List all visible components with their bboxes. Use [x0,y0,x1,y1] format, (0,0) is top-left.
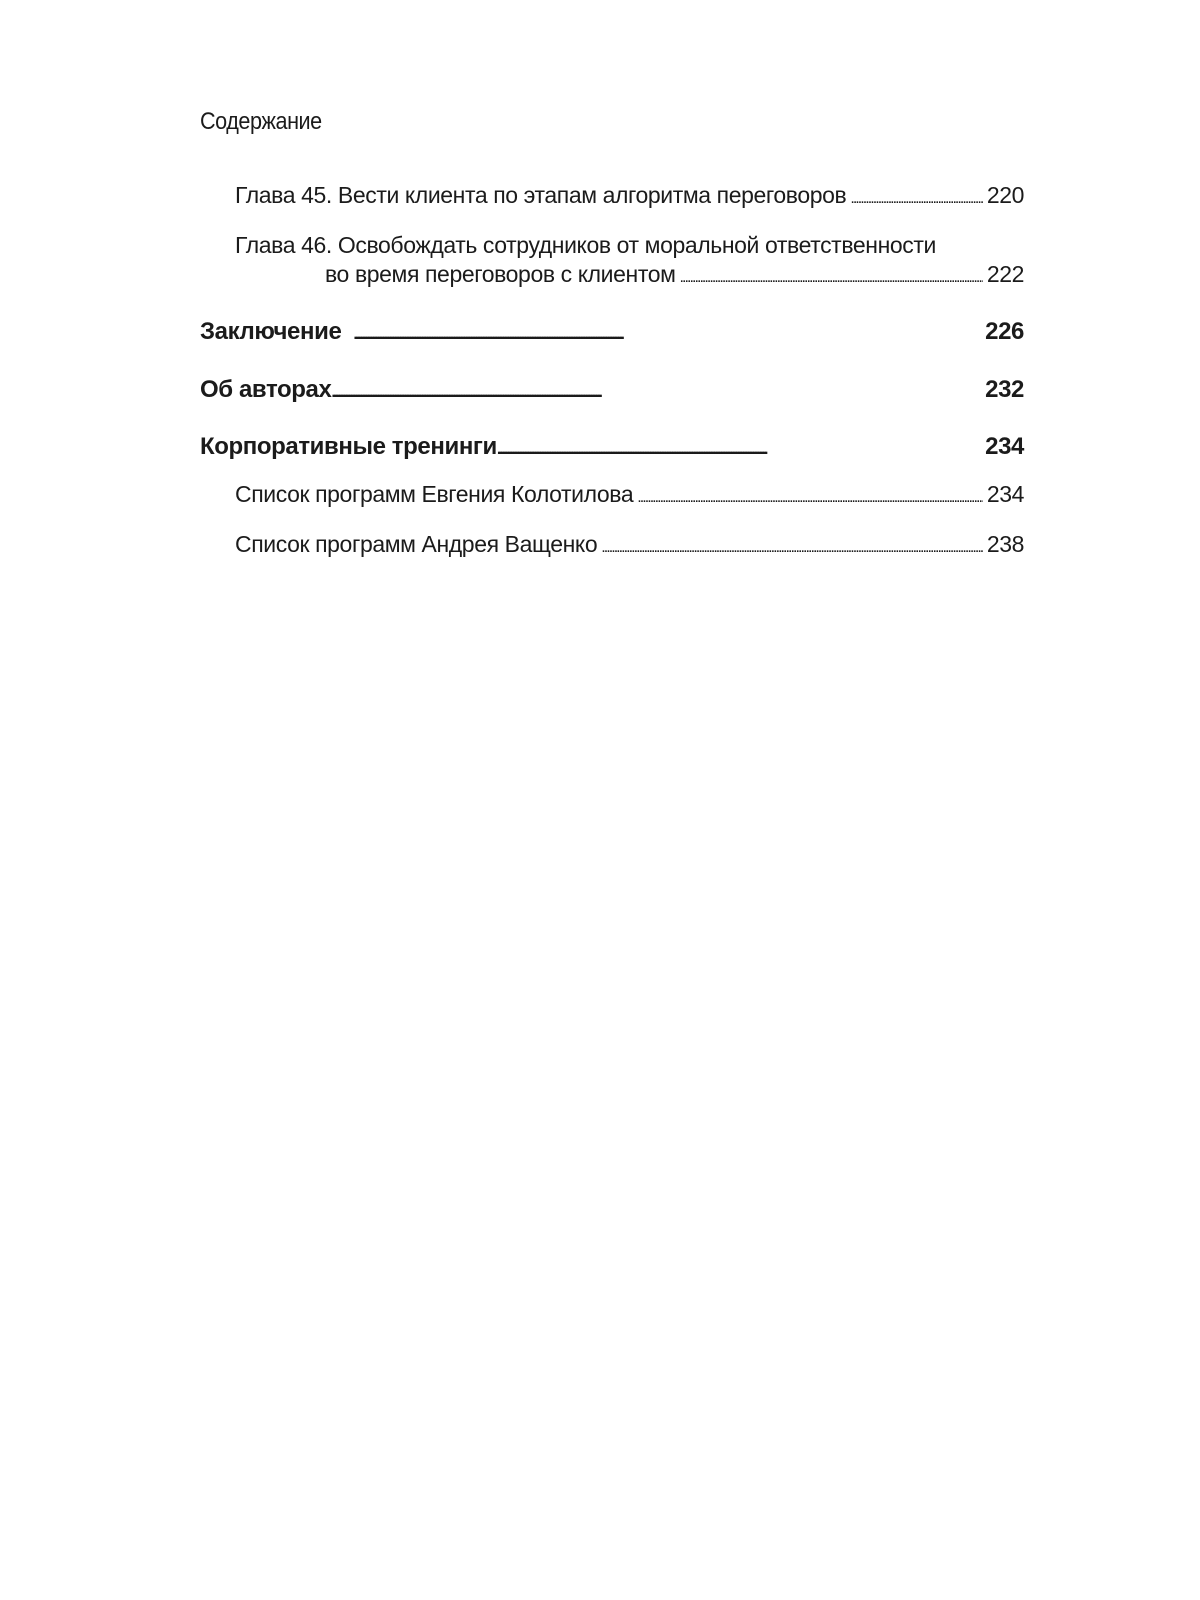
toc-entry-title: Список программ Евгения Колотилова [235,481,634,507]
toc-entry-title: Об авторах [200,376,332,403]
toc-entry-page: 222 [986,261,1024,287]
toc-entry-page: 234 [985,433,1024,460]
toc-entry-title: во время переговоров с клиентом [325,261,676,287]
toc-entry-kolotilov-programs[interactable] [235,481,1024,508]
toc-entry-about-authors[interactable] [200,376,1024,404]
toc-entry-page: 232 [985,376,1024,403]
dot-leader [601,531,983,558]
toc-entry-title: Глава 45. Вести клиента по этапам алгоритма переговоров [235,182,847,208]
dot-leader [850,182,982,209]
toc-entry-page: 234 [986,481,1024,507]
dot-leader [680,261,983,288]
dot-leader [497,433,981,461]
toc-entry-title: Корпоративные тренинги [200,433,497,460]
toc-entry-chapter-46-line2[interactable] [325,261,1024,288]
dot-leader [353,318,981,346]
dot-leader [331,376,981,404]
toc-entry-title: Список программ Андрея Ващенко [235,531,598,557]
toc-entry-corporate-trainings[interactable] [200,433,1024,461]
running-head: Содержание [200,108,322,135]
toc-entry-page: 220 [986,182,1024,208]
toc-entry-page: 226 [985,318,1024,345]
toc-entry-vashchenko-programs[interactable] [235,531,1024,558]
toc-entry-chapter-46-line1[interactable]: Глава 46. Освобождать сотрудников от моральной ответственности [235,232,936,258]
toc-entry-conclusion[interactable] [200,318,1024,346]
dot-leader [637,481,983,508]
toc-entry-title: Заключение [200,318,342,345]
toc-entry-page: 238 [986,531,1024,557]
toc-entry-chapter-45[interactable] [235,182,1024,209]
